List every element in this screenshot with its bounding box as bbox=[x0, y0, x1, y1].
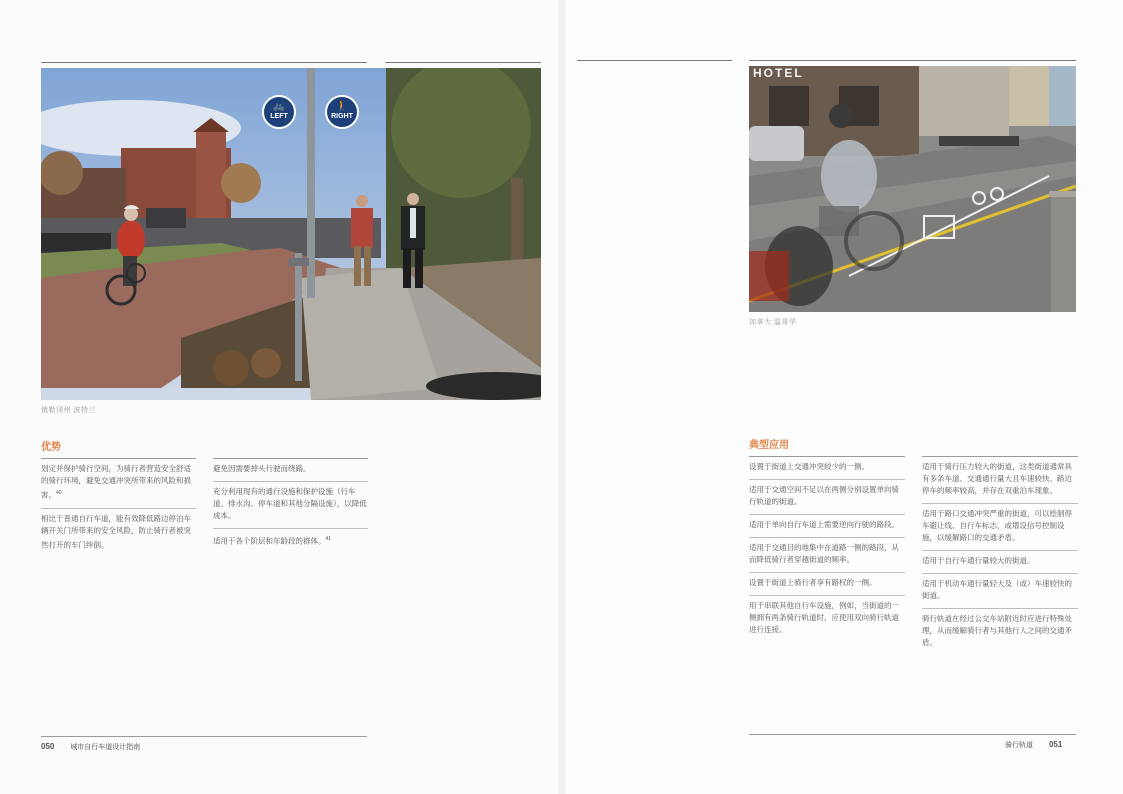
list-item: 划定并保护骑行空间，为骑行者营造安全舒适的骑行环境，避免交通冲突所带来的风险和损害。$^{40}$ bbox=[41, 458, 196, 508]
photo-caption: 俄勒冈州 波特兰 bbox=[41, 407, 96, 414]
photo-caption: 加拿大 温哥华 bbox=[749, 319, 797, 326]
list-item: 用于串联其他自行车设施，例如，当街道的一侧拥有两条骑行轨道时，应使用双向骑行轨道进行连接。 bbox=[749, 595, 905, 642]
top-rule bbox=[41, 62, 367, 63]
list-item: 适用于机动车通行量轻大及（或）车速较快的街道。 bbox=[922, 573, 1078, 608]
page-number: 050 bbox=[41, 742, 55, 751]
footer-right bbox=[1005, 740, 1062, 750]
right-column-1 bbox=[749, 456, 905, 642]
list-item: 设置于街道上骑行者享有路权的一侧。 bbox=[749, 572, 905, 595]
photo-vancouver bbox=[749, 66, 1076, 312]
list-item: 适用于自行车通行量较大的街道。 bbox=[922, 550, 1078, 573]
bicycle-icon: 🚲 bbox=[272, 101, 286, 112]
list-item: 适用于交通目的地集中在道路一侧的路段，从而降低骑行者穿越街道的频率。 bbox=[749, 537, 905, 572]
top-rule bbox=[749, 60, 1076, 61]
list-item: 适用于骑行压力较大的街道，这类街道通常具有多条车道、交通通行量大且车速较快、路边停车的频率较高，并存在双重泊车现象。 bbox=[922, 456, 1078, 503]
footer-rule bbox=[41, 736, 367, 737]
footer-rule bbox=[749, 734, 1076, 735]
list-item: 骑行轨道在经过公交车站附近时应进行特殊处理，从而缓解骑行者与其他行人之间的交通矛盾。 bbox=[922, 608, 1078, 655]
sign-left-label: LEFT bbox=[270, 113, 288, 120]
list-item: 适用于各个阶层和年龄段的群体。$^{41}$ bbox=[213, 528, 368, 554]
list-item: 相比于普通自行车道，能有效降低路边停泊车辆开关门所带来的安全风险，防止骑行者被突然打开的车门绊倒。 bbox=[41, 508, 196, 558]
sign-right bbox=[325, 95, 359, 129]
top-rule bbox=[385, 62, 541, 63]
section-title: 优势 bbox=[41, 442, 61, 453]
list-item: 适用于路口交通冲突严重的街道，可以绘制停车避让线、自行车标志，或增设信号控制设施，以缓解路口的交通矛盾。 bbox=[922, 503, 1078, 550]
sign-left bbox=[262, 95, 296, 129]
page-number: 051 bbox=[1048, 740, 1063, 749]
list-item: 适用于单向自行车道上需要逆向行驶的路段。 bbox=[749, 514, 905, 537]
list-item: 避免因需要掉头行驶而绕路。 bbox=[213, 458, 368, 481]
chapter-title: 骑行轨道 bbox=[1005, 742, 1033, 749]
top-rule bbox=[577, 60, 732, 61]
book-gutter bbox=[558, 0, 566, 794]
left-column-2 bbox=[213, 458, 368, 554]
book-title: 城市自行车道设计指南 bbox=[70, 744, 141, 751]
list-item: 设置于街道上交通冲突较少的一侧。 bbox=[749, 456, 905, 479]
pedestrian-icon: 🚶 bbox=[335, 101, 349, 112]
list-item: 适用于交通空间不足以在两侧分别设置单向骑行轨道的街道。 bbox=[749, 479, 905, 514]
footer-left bbox=[41, 742, 140, 752]
sign-right-label: RIGHT bbox=[331, 113, 353, 120]
svg-text:HOTEL: HOTEL bbox=[753, 66, 804, 80]
section-title: 典型应用 bbox=[749, 440, 789, 451]
right-column-2 bbox=[922, 456, 1078, 655]
left-column-1 bbox=[41, 458, 196, 557]
list-item: 充分利用现有的通行设施和保护设施（行车道、排水沟、停车道和其他分隔设施），以降低成本。 bbox=[213, 481, 368, 528]
